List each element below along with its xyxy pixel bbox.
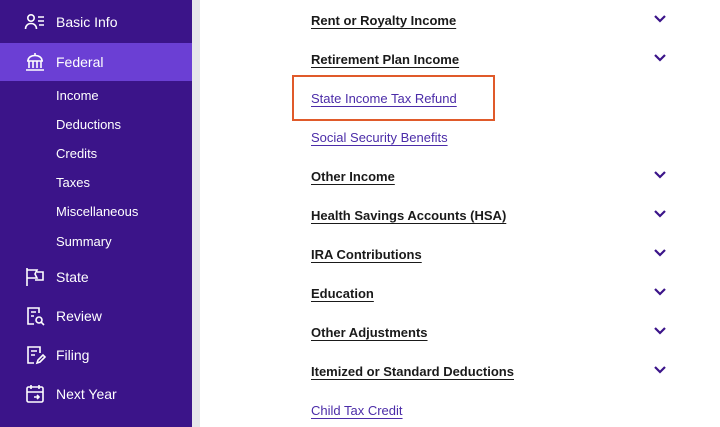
sidebar-item-label: State (56, 269, 89, 285)
sidebar-item-filing[interactable] (0, 336, 192, 374)
section-other-income[interactable] (311, 165, 671, 189)
capitol-building-icon (24, 51, 46, 73)
chevron-down-icon[interactable] (652, 325, 668, 337)
link-social-security-benefits[interactable] (311, 126, 671, 150)
sidebar-subitem-income[interactable]: Income (56, 88, 99, 103)
sidebar-item-label: Next Year (56, 386, 117, 402)
sidebar-item-review[interactable] (0, 297, 192, 335)
section-other-adjustments[interactable] (311, 321, 671, 345)
sidebar-subitem-credits[interactable]: Credits (56, 146, 98, 161)
link-child-tax-credit[interactable] (311, 399, 671, 423)
section-rent-royalty-income[interactable] (311, 9, 671, 33)
chevron-down-icon[interactable] (652, 13, 668, 25)
document-edit-icon (24, 344, 46, 366)
sidebar-item-label: Basic Info (56, 14, 118, 30)
person-list-icon (24, 11, 46, 33)
chevron-down-icon[interactable] (652, 169, 668, 181)
sidebar-subitem-deductions[interactable]: Deductions (56, 117, 122, 132)
section-title: Education (311, 286, 374, 301)
section-ira-contributions[interactable] (311, 243, 671, 267)
chevron-down-icon[interactable] (652, 247, 668, 259)
section-retirement-plan-income[interactable] (311, 48, 671, 72)
chevron-down-icon[interactable] (652, 208, 668, 220)
sidebar-subitem-summary[interactable]: Summary (56, 234, 112, 249)
sidebar (0, 0, 192, 427)
main-content (200, 0, 720, 427)
section-education[interactable] (311, 282, 671, 306)
section-title: IRA Contributions (311, 247, 422, 262)
sidebar-item-label: Filing (56, 347, 90, 363)
chevron-down-icon[interactable] (652, 52, 668, 64)
sidebar-subitem-taxes[interactable]: Taxes (56, 175, 90, 190)
document-search-icon (24, 305, 46, 327)
section-health-savings-accounts[interactable] (311, 204, 671, 228)
section-itemized-standard-deductions[interactable] (311, 360, 671, 384)
link-text: Social Security Benefits (311, 130, 448, 145)
link-state-income-tax-refund[interactable] (311, 87, 671, 111)
link-text: Child Tax Credit (311, 403, 403, 418)
section-title: Other Income (311, 169, 395, 184)
chevron-down-icon[interactable] (652, 364, 668, 376)
sidebar-item-label: Federal (56, 54, 104, 70)
sidebar-item-state[interactable] (0, 258, 192, 296)
sidebar-subitem-miscellaneous[interactable]: Miscellaneous (56, 204, 139, 219)
chevron-down-icon[interactable] (652, 286, 668, 298)
section-title: Other Adjustments (311, 325, 428, 340)
sidebar-item-basic-info[interactable] (0, 3, 192, 41)
section-title: Rent or Royalty Income (311, 13, 457, 28)
sidebar-item-federal[interactable] (0, 43, 192, 81)
section-title: Retirement Plan Income (311, 52, 460, 67)
sidebar-divider (192, 0, 200, 427)
flag-icon (24, 266, 46, 288)
link-text: State Income Tax Refund (311, 91, 457, 106)
calendar-icon (24, 383, 46, 405)
sidebar-item-next-year[interactable] (0, 375, 192, 413)
section-title: Health Savings Accounts (HSA) (311, 208, 507, 223)
sidebar-item-label: Review (56, 308, 102, 324)
section-title: Itemized or Standard Deductions (311, 364, 514, 379)
